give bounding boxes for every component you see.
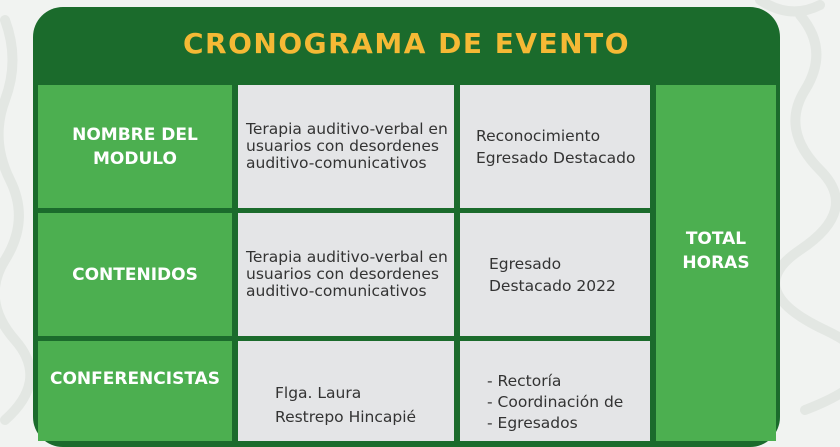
text-line: usuarios con desordenes — [246, 137, 439, 155]
text-line: Egresado Destacado — [476, 148, 636, 167]
text-line: auditivo-comunicativos — [246, 154, 427, 172]
text-line: Destacado 2022 — [489, 276, 616, 295]
conferencistas-list — [460, 371, 650, 434]
text-line: Terapia auditivo-verbal en — [246, 120, 448, 138]
list-item: - Egresados — [487, 413, 650, 434]
row3-col1-text — [238, 341, 454, 441]
row-label-conferencistas: CONFERENCISTAS — [38, 341, 232, 441]
row1-col1-text — [238, 85, 454, 208]
list-item: - Coordinación de — [487, 392, 650, 413]
row2-col2-text — [460, 213, 650, 336]
text-line: Terapia auditivo-verbal en — [246, 248, 448, 266]
text-line: auditivo-comunicativos — [246, 282, 427, 300]
row-label-contenidos: CONTENIDOS — [38, 213, 232, 336]
row3-col2-text — [460, 341, 650, 441]
row1-col2-text — [460, 85, 650, 208]
row2-col1-text — [238, 213, 454, 336]
text-line: usuarios con desordenes — [246, 265, 439, 283]
schedule-title: CRONOGRAMA DE EVENTO — [182, 26, 631, 60]
text-line: Egresado — [489, 254, 562, 273]
text-line: Flga. Laura — [275, 384, 362, 402]
row-label-nombre-modulo: NOMBRE DEL MODULO — [38, 85, 232, 208]
total-hours-label: TOTAL HORAS — [656, 85, 776, 441]
list-item: - Rectoría — [487, 371, 650, 392]
text-line: Reconocimiento — [476, 126, 601, 145]
text-line: Restrepo Hincapié — [275, 408, 417, 426]
